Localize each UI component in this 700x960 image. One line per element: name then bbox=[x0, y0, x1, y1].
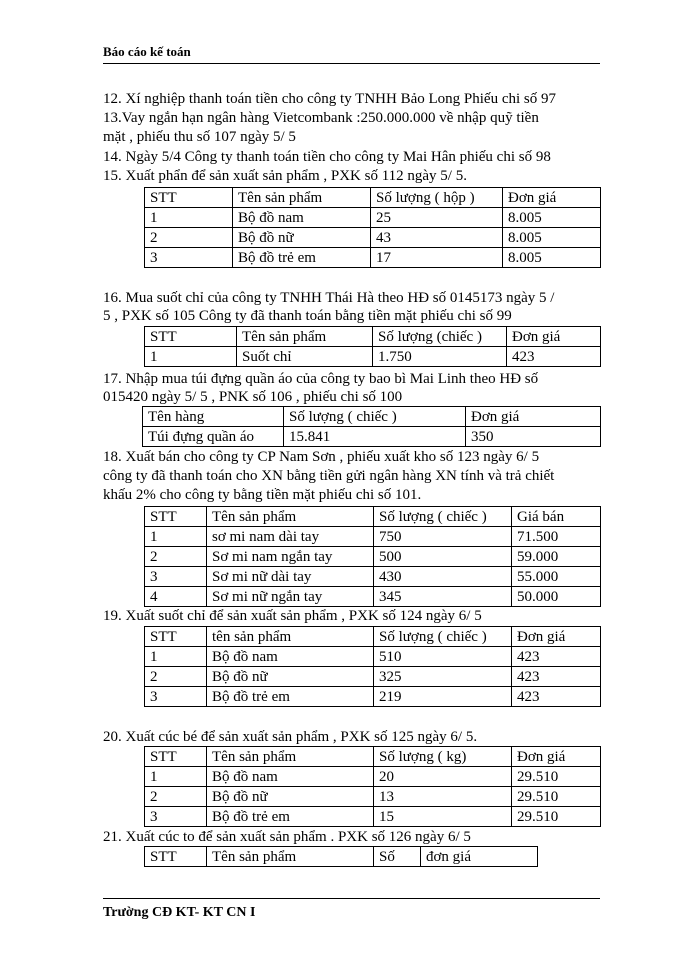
header-cell: Số lượng ( hộp ) bbox=[371, 188, 503, 208]
header-cell: tên sản phẩm bbox=[207, 627, 374, 647]
header-cell: Giá bán bbox=[512, 507, 601, 527]
table-cell: 29.510 bbox=[512, 807, 601, 827]
paragraph-14: 14. Ngày 5/4 Công ty thanh toán tiền cho công ty Mai Hân phiếu chi số 98 bbox=[103, 149, 551, 165]
table-cell: 1 bbox=[145, 527, 207, 547]
table-cell: sơ mi nam dài tay bbox=[207, 527, 374, 547]
table-cell: 423 bbox=[507, 347, 601, 367]
table-cell: 8.005 bbox=[503, 208, 601, 228]
table-cell: 219 bbox=[374, 687, 512, 707]
header-cell: Đơn giá bbox=[507, 327, 601, 347]
table-cell: 2 bbox=[145, 787, 207, 807]
table-cell: Bộ đồ nam bbox=[207, 767, 374, 787]
header-cell: Tên sản phẩm bbox=[237, 327, 373, 347]
header-cell: Tên hàng bbox=[143, 407, 284, 427]
table-cell: 3 bbox=[145, 807, 207, 827]
table-cell: Bộ đồ nữ bbox=[233, 228, 371, 248]
table-cell: Sơ mi nam ngắn tay bbox=[207, 547, 374, 567]
table-header-row bbox=[145, 747, 601, 767]
header-cell: Tên sản phẩm bbox=[207, 847, 374, 867]
header-cell: Đơn giá bbox=[512, 747, 601, 767]
header-cell: STT bbox=[145, 847, 207, 867]
paragraph-21: 21. Xuất cúc to để sản xuất sản phẩm . PXK số 126 ngày 6/ 5 bbox=[103, 829, 471, 845]
table-19 bbox=[144, 626, 601, 707]
table-header-row bbox=[145, 327, 601, 347]
paragraph-18-line2: công ty đã thanh toán cho XN bằng tiền gửi ngân hàng XN tính và trả chiết bbox=[103, 468, 555, 484]
table-row bbox=[143, 427, 601, 447]
table-row bbox=[145, 687, 601, 707]
paragraph-17-line1: 17. Nhập mua túi đựng quần áo của công ty bao bì Mai Linh theo HĐ số bbox=[103, 371, 539, 387]
paragraph-15: 15. Xuất phẩn để sản xuất sản phẩm , PXK số 112 ngày 5/ 5. bbox=[103, 168, 467, 184]
header-cell: Tên sản phẩm bbox=[233, 188, 371, 208]
paragraph-20: 20. Xuất cúc bé để sản xuất sản phẩm , PXK số 125 ngày 6/ 5. bbox=[103, 729, 478, 745]
table-row bbox=[145, 807, 601, 827]
header-cell: STT bbox=[145, 747, 207, 767]
table-cell: Sơ mi nữ ngắn tay bbox=[207, 587, 374, 607]
table-cell: 20 bbox=[374, 767, 512, 787]
table-row bbox=[145, 527, 601, 547]
header-cell: Số bbox=[374, 847, 421, 867]
table-cell: 15 bbox=[374, 807, 512, 827]
table-cell: 423 bbox=[512, 667, 601, 687]
table-header-row bbox=[145, 847, 538, 867]
paragraph-12: 12. Xí nghiệp thanh toán tiền cho công ty TNHH Bảo Long Phiếu chi số 97 bbox=[103, 91, 556, 107]
header-cell: đơn giá bbox=[421, 847, 538, 867]
table-17 bbox=[142, 406, 601, 447]
table-cell: 2 bbox=[145, 547, 207, 567]
table-16 bbox=[144, 326, 601, 367]
table-cell: 3 bbox=[145, 687, 207, 707]
header-cell: Đơn giá bbox=[512, 627, 601, 647]
header-cell: Số lượng ( kg) bbox=[374, 747, 512, 767]
table-row bbox=[145, 547, 601, 567]
table-cell: Bộ đồ trẻ em bbox=[233, 248, 371, 268]
table-header-row bbox=[143, 407, 601, 427]
table-cell: 8.005 bbox=[503, 248, 601, 268]
table-cell: 4 bbox=[145, 587, 207, 607]
table-cell: 3 bbox=[145, 567, 207, 587]
table-row bbox=[145, 347, 601, 367]
table-cell: 2 bbox=[145, 667, 207, 687]
table-cell: 3 bbox=[145, 248, 233, 268]
table-cell: 43 bbox=[371, 228, 503, 248]
table-header-row bbox=[145, 627, 601, 647]
table-cell: 1 bbox=[145, 647, 207, 667]
table-cell: 423 bbox=[512, 687, 601, 707]
header-cell: STT bbox=[145, 627, 207, 647]
table-row bbox=[145, 587, 601, 607]
header-cell: Số lượng (chiếc ) bbox=[373, 327, 507, 347]
table-cell: 29.510 bbox=[512, 767, 601, 787]
table-cell: 25 bbox=[371, 208, 503, 228]
paragraph-19: 19. Xuất suốt chỉ để sản xuất sản phẩm , PXK số 124 ngày 6/ 5 bbox=[103, 608, 482, 624]
header-cell: Số lượng ( chiếc ) bbox=[374, 627, 512, 647]
table-21 bbox=[144, 846, 538, 867]
header-cell: STT bbox=[145, 188, 233, 208]
table-cell: 2 bbox=[145, 228, 233, 248]
table-row bbox=[145, 787, 601, 807]
paragraph-16-line2: 5 , PXK số 105 Công ty đã thanh toán bằng tiền mặt phiếu chi số 99 bbox=[103, 308, 512, 324]
table-cell: 345 bbox=[374, 587, 512, 607]
table-row bbox=[145, 228, 601, 248]
header-cell: Đơn giá bbox=[503, 188, 601, 208]
table-cell: 750 bbox=[374, 527, 512, 547]
table-cell: 1 bbox=[145, 347, 237, 367]
paragraph-16-line1: 16. Mua suốt chỉ của công ty TNHH Thái Hà theo HĐ số 0145173 ngày 5 / bbox=[103, 290, 555, 306]
footer-text: Trường CĐ KT- KT CN I bbox=[103, 905, 256, 920]
header-cell: STT bbox=[145, 327, 237, 347]
header-rule bbox=[103, 63, 600, 64]
table-cell: Bộ đồ trẻ em bbox=[207, 807, 374, 827]
paragraph-18-line3: khấu 2% cho công ty bằng tiền mặt phiếu chi số 101. bbox=[103, 487, 422, 503]
paragraph-17-line2: 015420 ngày 5/ 5 , PNK số 106 , phiếu chi số 100 bbox=[103, 389, 403, 405]
paragraph-18-line1: 18. Xuất bán cho công ty CP Nam Sơn , phiếu xuất kho số 123 ngày 6/ 5 bbox=[103, 449, 540, 465]
table-cell: 17 bbox=[371, 248, 503, 268]
header-cell: STT bbox=[145, 507, 207, 527]
table-cell: 510 bbox=[374, 647, 512, 667]
table-row bbox=[145, 667, 601, 687]
table-row bbox=[145, 647, 601, 667]
table-cell: 1 bbox=[145, 208, 233, 228]
table-cell: 50.000 bbox=[512, 587, 601, 607]
table-cell: 1 bbox=[145, 767, 207, 787]
header-cell: Số lượng ( chiếc ) bbox=[284, 407, 466, 427]
paragraph-13-line2: mặt , phiếu thu số 107 ngày 5/ 5 bbox=[103, 129, 296, 145]
table-cell: Túi đựng quần áo bbox=[143, 427, 284, 447]
footer-rule bbox=[103, 898, 600, 899]
header-cell: Đơn giá bbox=[466, 407, 601, 427]
table-cell: Bộ đồ nữ bbox=[207, 667, 374, 687]
document-header-title: Báo cáo kế toán bbox=[103, 44, 191, 59]
header-cell: Tên sản phẩm bbox=[207, 747, 374, 767]
table-cell: Suốt chỉ bbox=[237, 347, 373, 367]
table-cell: 29.510 bbox=[512, 787, 601, 807]
table-cell: Bộ đồ nữ bbox=[207, 787, 374, 807]
table-row bbox=[145, 567, 601, 587]
table-header-row bbox=[145, 188, 601, 208]
table-cell: 8.005 bbox=[503, 228, 601, 248]
table-cell: 71.500 bbox=[512, 527, 601, 547]
header-cell: Tên sản phẩm bbox=[207, 507, 374, 527]
table-cell: 59.000 bbox=[512, 547, 601, 567]
table-cell: 13 bbox=[374, 787, 512, 807]
table-header-row bbox=[145, 507, 601, 527]
table-cell: 15.841 bbox=[284, 427, 466, 447]
table-cell: 350 bbox=[466, 427, 601, 447]
table-cell: 430 bbox=[374, 567, 512, 587]
table-cell: Bộ đồ nam bbox=[233, 208, 371, 228]
table-cell: 500 bbox=[374, 547, 512, 567]
table-row bbox=[145, 248, 601, 268]
table-row bbox=[145, 767, 601, 787]
table-18 bbox=[144, 506, 601, 607]
table-cell: 325 bbox=[374, 667, 512, 687]
header-cell: Số lượng ( chiếc ) bbox=[374, 507, 512, 527]
table-cell: 55.000 bbox=[512, 567, 601, 587]
table-cell: Bộ đồ nam bbox=[207, 647, 374, 667]
table-20 bbox=[144, 746, 601, 827]
paragraph-13-line1: 13.Vay ngắn hạn ngân hàng Vietcombank :250.000.000 về nhập quỹ tiền bbox=[103, 110, 539, 126]
table-15 bbox=[144, 187, 601, 268]
table-cell: 1.750 bbox=[373, 347, 507, 367]
table-row bbox=[145, 208, 601, 228]
table-cell: 423 bbox=[512, 647, 601, 667]
table-cell: Sơ mi nữ dài tay bbox=[207, 567, 374, 587]
table-cell: Bộ đồ trẻ em bbox=[207, 687, 374, 707]
